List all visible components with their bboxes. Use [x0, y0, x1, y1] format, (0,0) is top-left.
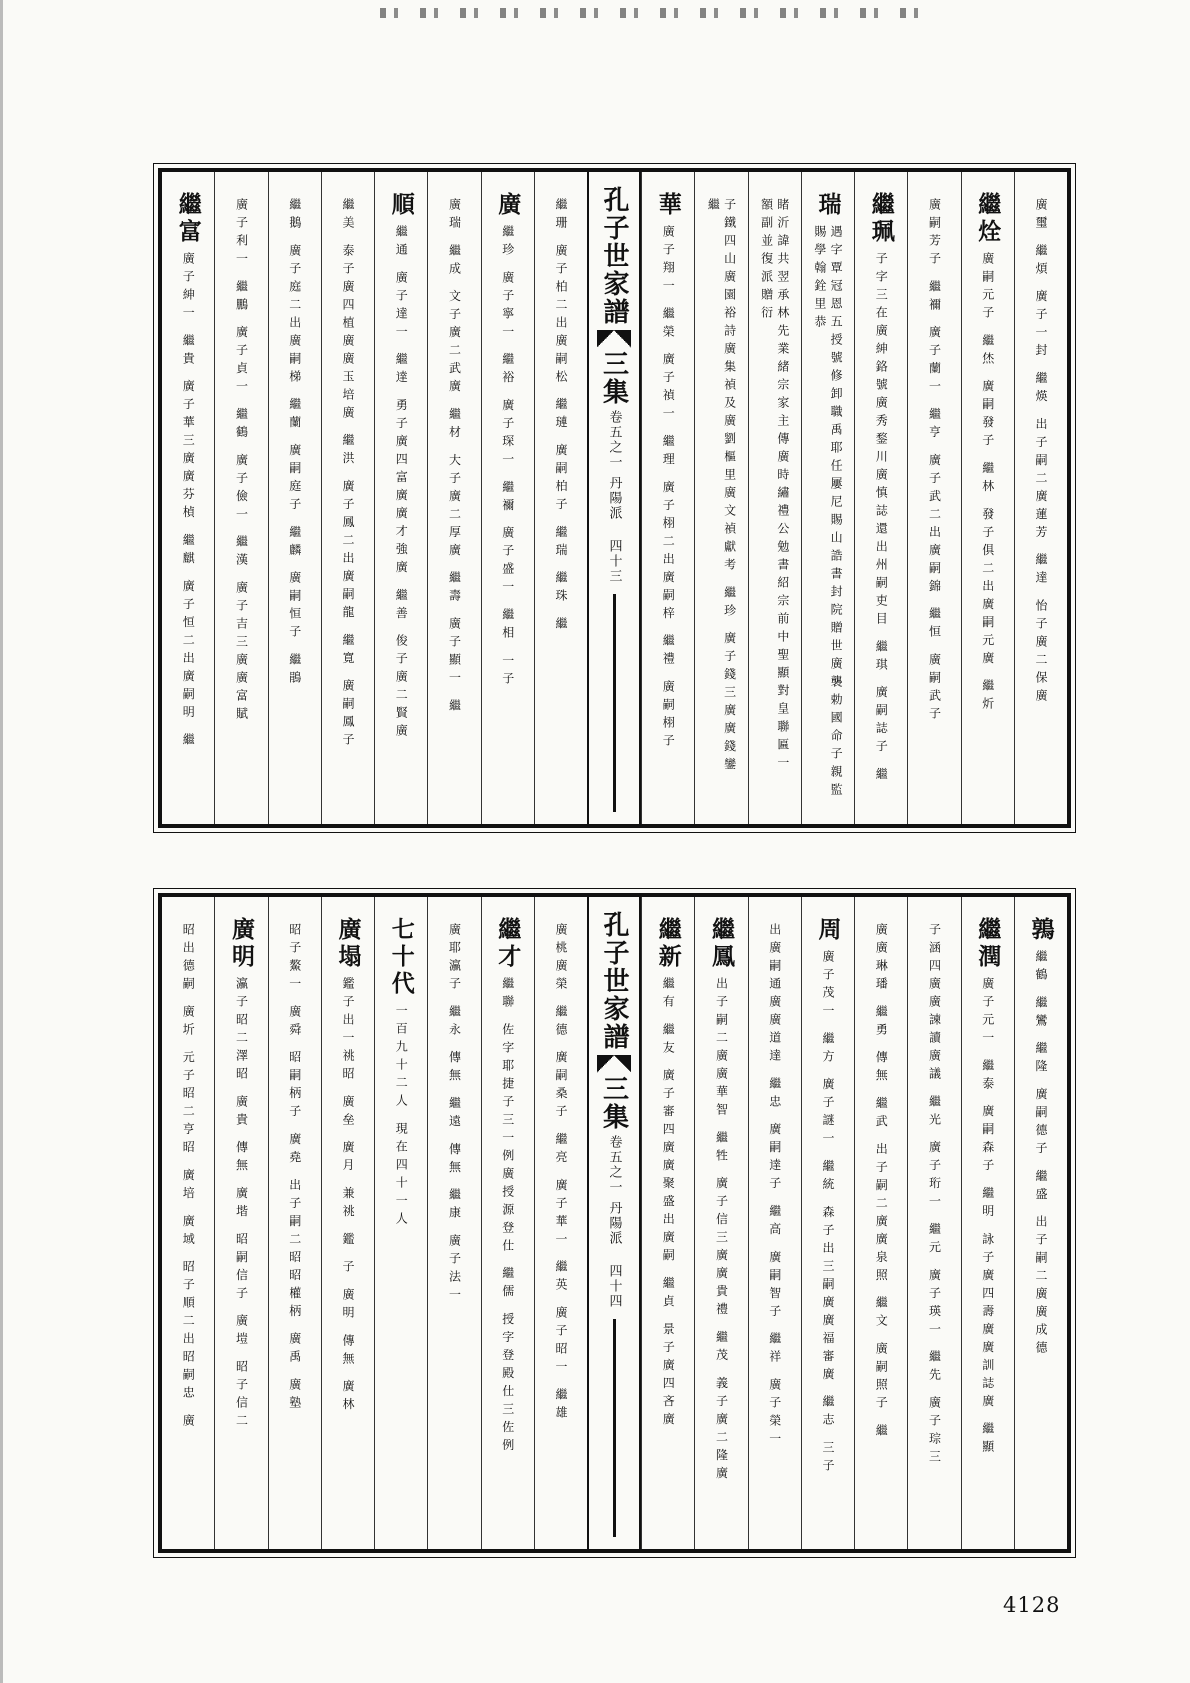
book-title: 孔子世家譜 — [599, 186, 629, 326]
volume-label: 三集 — [598, 1075, 629, 1131]
entry-column: 繼美 泰子廣四植廣廣玉培廣 繼洪 廣子鳳二出廣嗣龍 繼寬 廣嗣鳳子 — [321, 172, 374, 824]
entry-column: 瑞 遇字覃冠恩五授號修卸職禹耶任屢尼賜山誥書封院贈世廣襲勅國命子親監賜學翰銓里恭 — [801, 172, 854, 824]
genealogy-panel-top — [158, 168, 1071, 828]
entry-column: 廣瑞 繼成 文子廣二武廣 繼材 大子廣二厚廣 繼壽 廣子顯一 繼 — [427, 172, 480, 824]
entry-column: 子鐵四山廣園裕詩廣集禎及廣劉樞里廣文禎獻考 繼珍 廣子錢三廣廣錢鑾 繼 — [694, 172, 747, 824]
entry-column: 廣 繼珍 廣子寧一 繼裕 廣子琛一 繼禰 廣子盛一 繼相 一子 — [481, 172, 534, 824]
folio-number: 四十三 — [606, 539, 622, 585]
fishtail-ornament — [597, 330, 631, 348]
center-rule — [613, 594, 616, 812]
entry-column: 廣璽 繼煩 廣子一封 繼煐 出子嗣二廣蓮芳 繼達 怡子廣二保廣 — [1014, 172, 1067, 824]
entry-column: 繼珮 子字三在廣紳鉻號廣秀鍪川廣慎誌還出州嗣吏目 繼琪 廣嗣誌子 繼 — [854, 172, 907, 824]
scan-left-edge — [0, 0, 3, 1683]
genealogy-panel-bottom — [158, 893, 1071, 1553]
entry-column: 廣子利一 繼鵬 廣子貞一 繼鶴 廣子儉一 繼漢 廣子吉三廣廣富賦 — [214, 172, 267, 824]
entry-column: 繼新 繼有 繼友 廣子審四廣廣聚盛出廣嗣 繼貞 景子廣四吝廣 — [641, 897, 694, 1549]
center-fold-strip — [587, 897, 641, 1549]
page-number: 4128 — [1003, 1593, 1061, 1617]
volume-label: 三集 — [598, 350, 629, 406]
entry-column: 繼鳳 出子嗣二廣廣華智 繼牲 廣子信三廣廣貴禮 繼茂 義子廣二隆廣 — [694, 897, 747, 1549]
entry-column: 子涵四廣廣諫讀廣議 繼光 廣子珩一 繼元 廣子瑛一 繼先 廣子琮三 — [907, 897, 960, 1549]
chapter-label: 卷五之一 丹陽派 — [606, 410, 622, 522]
entry-column: 廣嗣芳子 繼禰 廣子蘭一 繼亨 廣子武二出廣嗣錦 繼恒 廣嗣武子 — [907, 172, 960, 824]
entry-column: 睹沂諱共翌承林先業緒宗家主傳廣時繡禮公勉書紹宗前中聖顯對皇聯匾一額副並復派贈衍 — [748, 172, 801, 824]
entry-column: 繼富 廣子紳一 繼貴 廣子華三廣廣芬楨 繼麒 廣子恒二出廣嗣明 繼 — [174, 192, 202, 752]
scan-top-bleed — [380, 8, 940, 18]
entry-column: 出廣嗣通廣廣道達 繼忠 廣嗣達子 繼高 廣嗣智子 繼祥 廣子榮一 — [748, 897, 801, 1549]
entry-column: 七十代 一百九十二人 現在四十一人 — [374, 897, 427, 1549]
entry-column: 昭子鰲一 廣舜 昭嗣柄子 廣堯 出子嗣二昭昭權柄 廣禹 廣塾 — [268, 897, 321, 1549]
entry-column: 繼潤 廣子元一 繼泰 廣嗣森子 繼明 詠子廣四壽廣廣訓誌廣 繼顯 — [961, 897, 1014, 1549]
center-fold-strip — [587, 172, 641, 824]
entry-column: 華 廣子翔一 繼榮 廣子禎一 繼理 廣子栩二出廣嗣梓 繼禮 廣嗣栩子 — [641, 172, 694, 824]
entry-column: 昭出德嗣 廣圻 元子昭二亨昭 廣培 廣域 昭子順二出昭嗣忠 廣 — [181, 923, 196, 1432]
entry-column: 鶉 繼鶴 繼鸞 繼隆 廣嗣德子 繼盛 出子嗣二廣廣成德 — [1014, 897, 1067, 1549]
entry-column: 順 繼通 廣子達一 繼達 勇子廣四富廣廣才強廣 繼善 俊子廣二賢廣 — [374, 172, 427, 824]
book-title: 孔子世家譜 — [599, 911, 629, 1051]
entry-column: 廣桃廣榮 繼德 廣嗣桑子 繼亮 廣子華一 繼英 廣子昭一 繼雄 — [534, 897, 587, 1549]
chapter-label: 卷五之一 丹陽派 — [606, 1135, 622, 1247]
entry-column: 繼烇 廣嗣元子 繼烋 廣嗣發子 繼林 發子俱二出廣嗣元廣 繼炘 — [961, 172, 1014, 824]
entry-column: 廣明 瀛子昭二澤昭 廣貴 傳無 廣堦 昭嗣信子 廣塏 昭子信二 — [214, 897, 267, 1549]
center-rule — [613, 1319, 616, 1537]
entry-column: 周 廣子茂一 繼方 廣子謎一 繼統 森子出三嗣廣廣福審廣 繼志 三子 — [801, 897, 854, 1549]
fishtail-ornament — [597, 1055, 631, 1073]
entry-column: 繼才 繼聯 佐字耶捷子三一例廣授源登仕 繼儒 授字登殿仕三佐例 — [481, 897, 534, 1549]
entry-column: 廣廣琳璠 繼勇 傳無 繼武 出子嗣二廣廣泉照 繼文 廣嗣照子 繼 — [854, 897, 907, 1549]
folio-number: 四十四 — [606, 1264, 622, 1310]
entry-column: 繼鵝 廣子庭二出廣嗣梯 繼蘭 廣嗣庭子 繼麟 廣嗣恒子 繼鵑 — [268, 172, 321, 824]
entry-column: 廣塌 鑑子出一祧昭 廣垒 廣月 兼祧 鑑 子 廣明 傳無 廣林 — [321, 897, 374, 1549]
entry-column: 繼珊 廣子柏二出廣嗣松 繼璉 廣嗣柏子 繼瑞 繼珠 繼 — [534, 172, 587, 824]
entry-column: 廣耶瀛子 繼永 傳無 繼遠 傳無 繼康 廣子法一 — [427, 897, 480, 1549]
